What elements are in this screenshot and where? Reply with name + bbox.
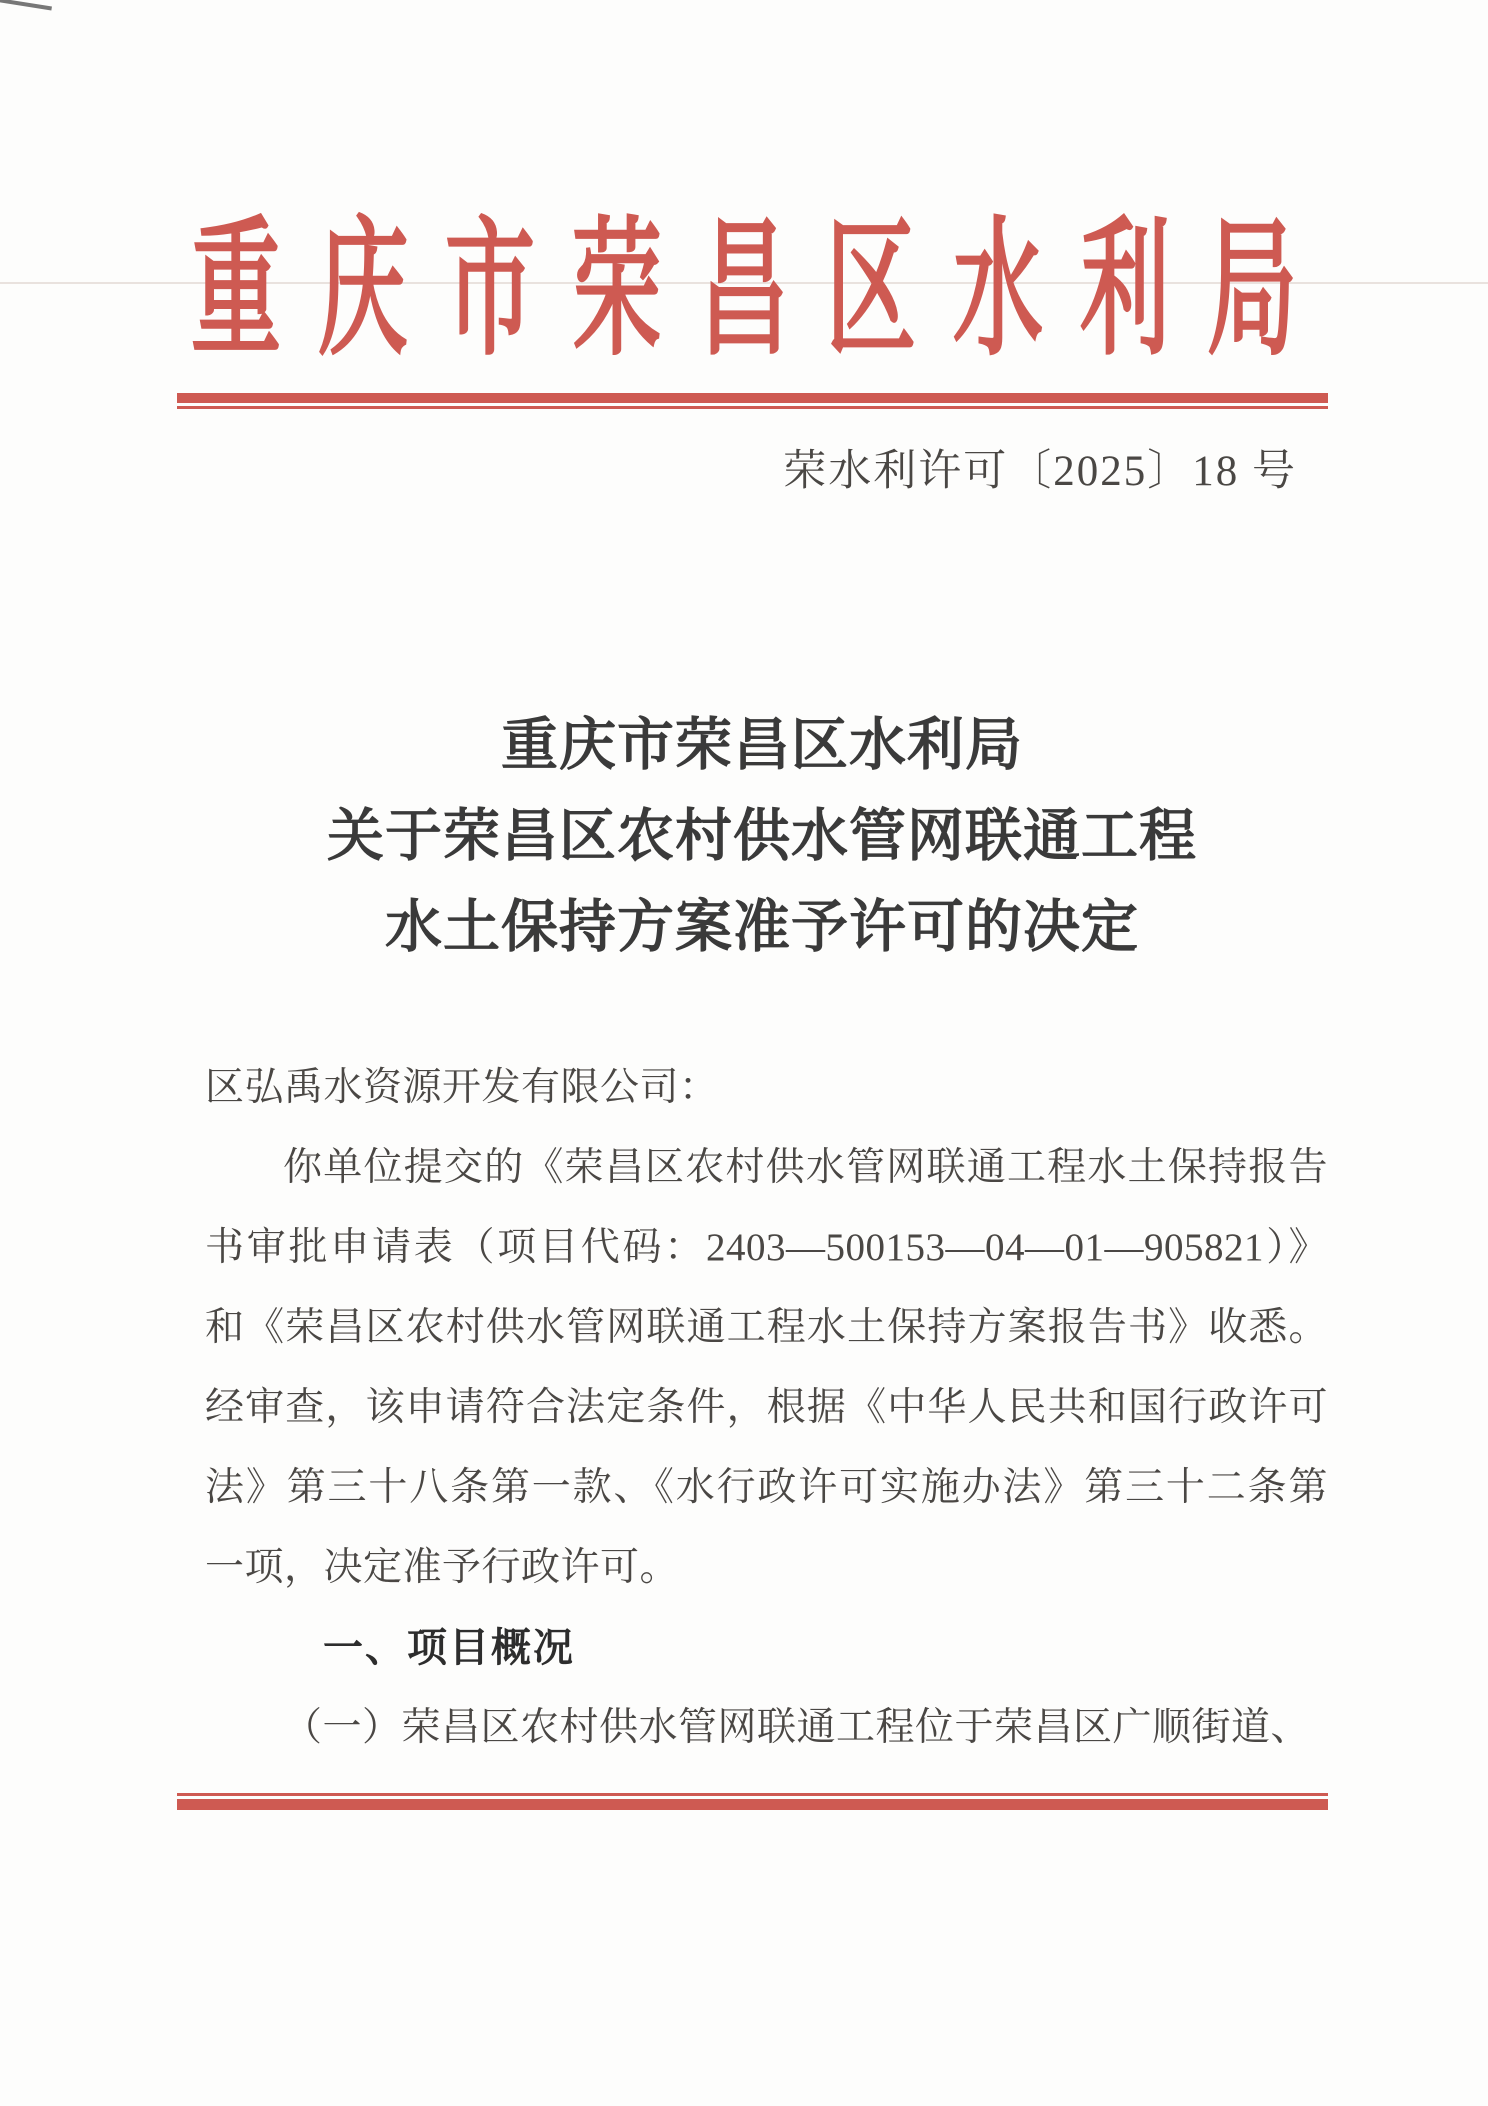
body-line: 和《荣昌区农村供水管网联通工程水土保持方案报告书》收悉。: [205, 1306, 1328, 1349]
body-line: 你单位提交的《荣昌区农村供水管网联通工程水土保持报告: [283, 1146, 1328, 1189]
section-heading: 一、项目概况: [323, 1626, 575, 1670]
document-title-line-3: 水土保持方案准予许可的决定: [385, 896, 1139, 959]
body-line: 经审查，该申请符合法定条件，根据《中华人民共和国行政许可: [205, 1386, 1328, 1429]
footer-rule-thick-bar: [177, 1799, 1328, 1810]
document-reference-number: 荣水利许可〔2025〕18 号: [783, 448, 1297, 495]
scan-artifact-corner: [0, 0, 52, 11]
masthead-rule-thin-bar: [177, 406, 1328, 409]
body-line: 书审批申请表（项目代码：2403—500153—04—01—905821）》: [205, 1226, 1328, 1269]
body-line: （一）荣昌区农村供水管网联通工程位于荣昌区广顺街道、: [283, 1706, 1311, 1749]
masthead-rule-top: [177, 393, 1328, 409]
agency-masthead-text: 重庆市荣昌区水利局: [191, 209, 1334, 375]
document-title: [18, 700, 1488, 973]
salutation-line: 区弘禹水资源开发有限公司：: [205, 1066, 719, 1109]
document-body: [205, 1048, 1328, 1768]
footer-rule: [177, 1793, 1328, 1810]
masthead-rule-thick-bar: [177, 393, 1328, 403]
body-line: 法》第三十八条第一款、《水行政许可实施办法》第三十二条第: [205, 1466, 1328, 1509]
document-title-line-1: 重庆市荣昌区水利局: [501, 714, 1023, 777]
agency-masthead: [0, 209, 1488, 375]
document-title-line-2: 关于荣昌区农村供水管网联通工程: [327, 805, 1197, 868]
body-line: 一项，决定准予行政许可。: [205, 1546, 680, 1589]
